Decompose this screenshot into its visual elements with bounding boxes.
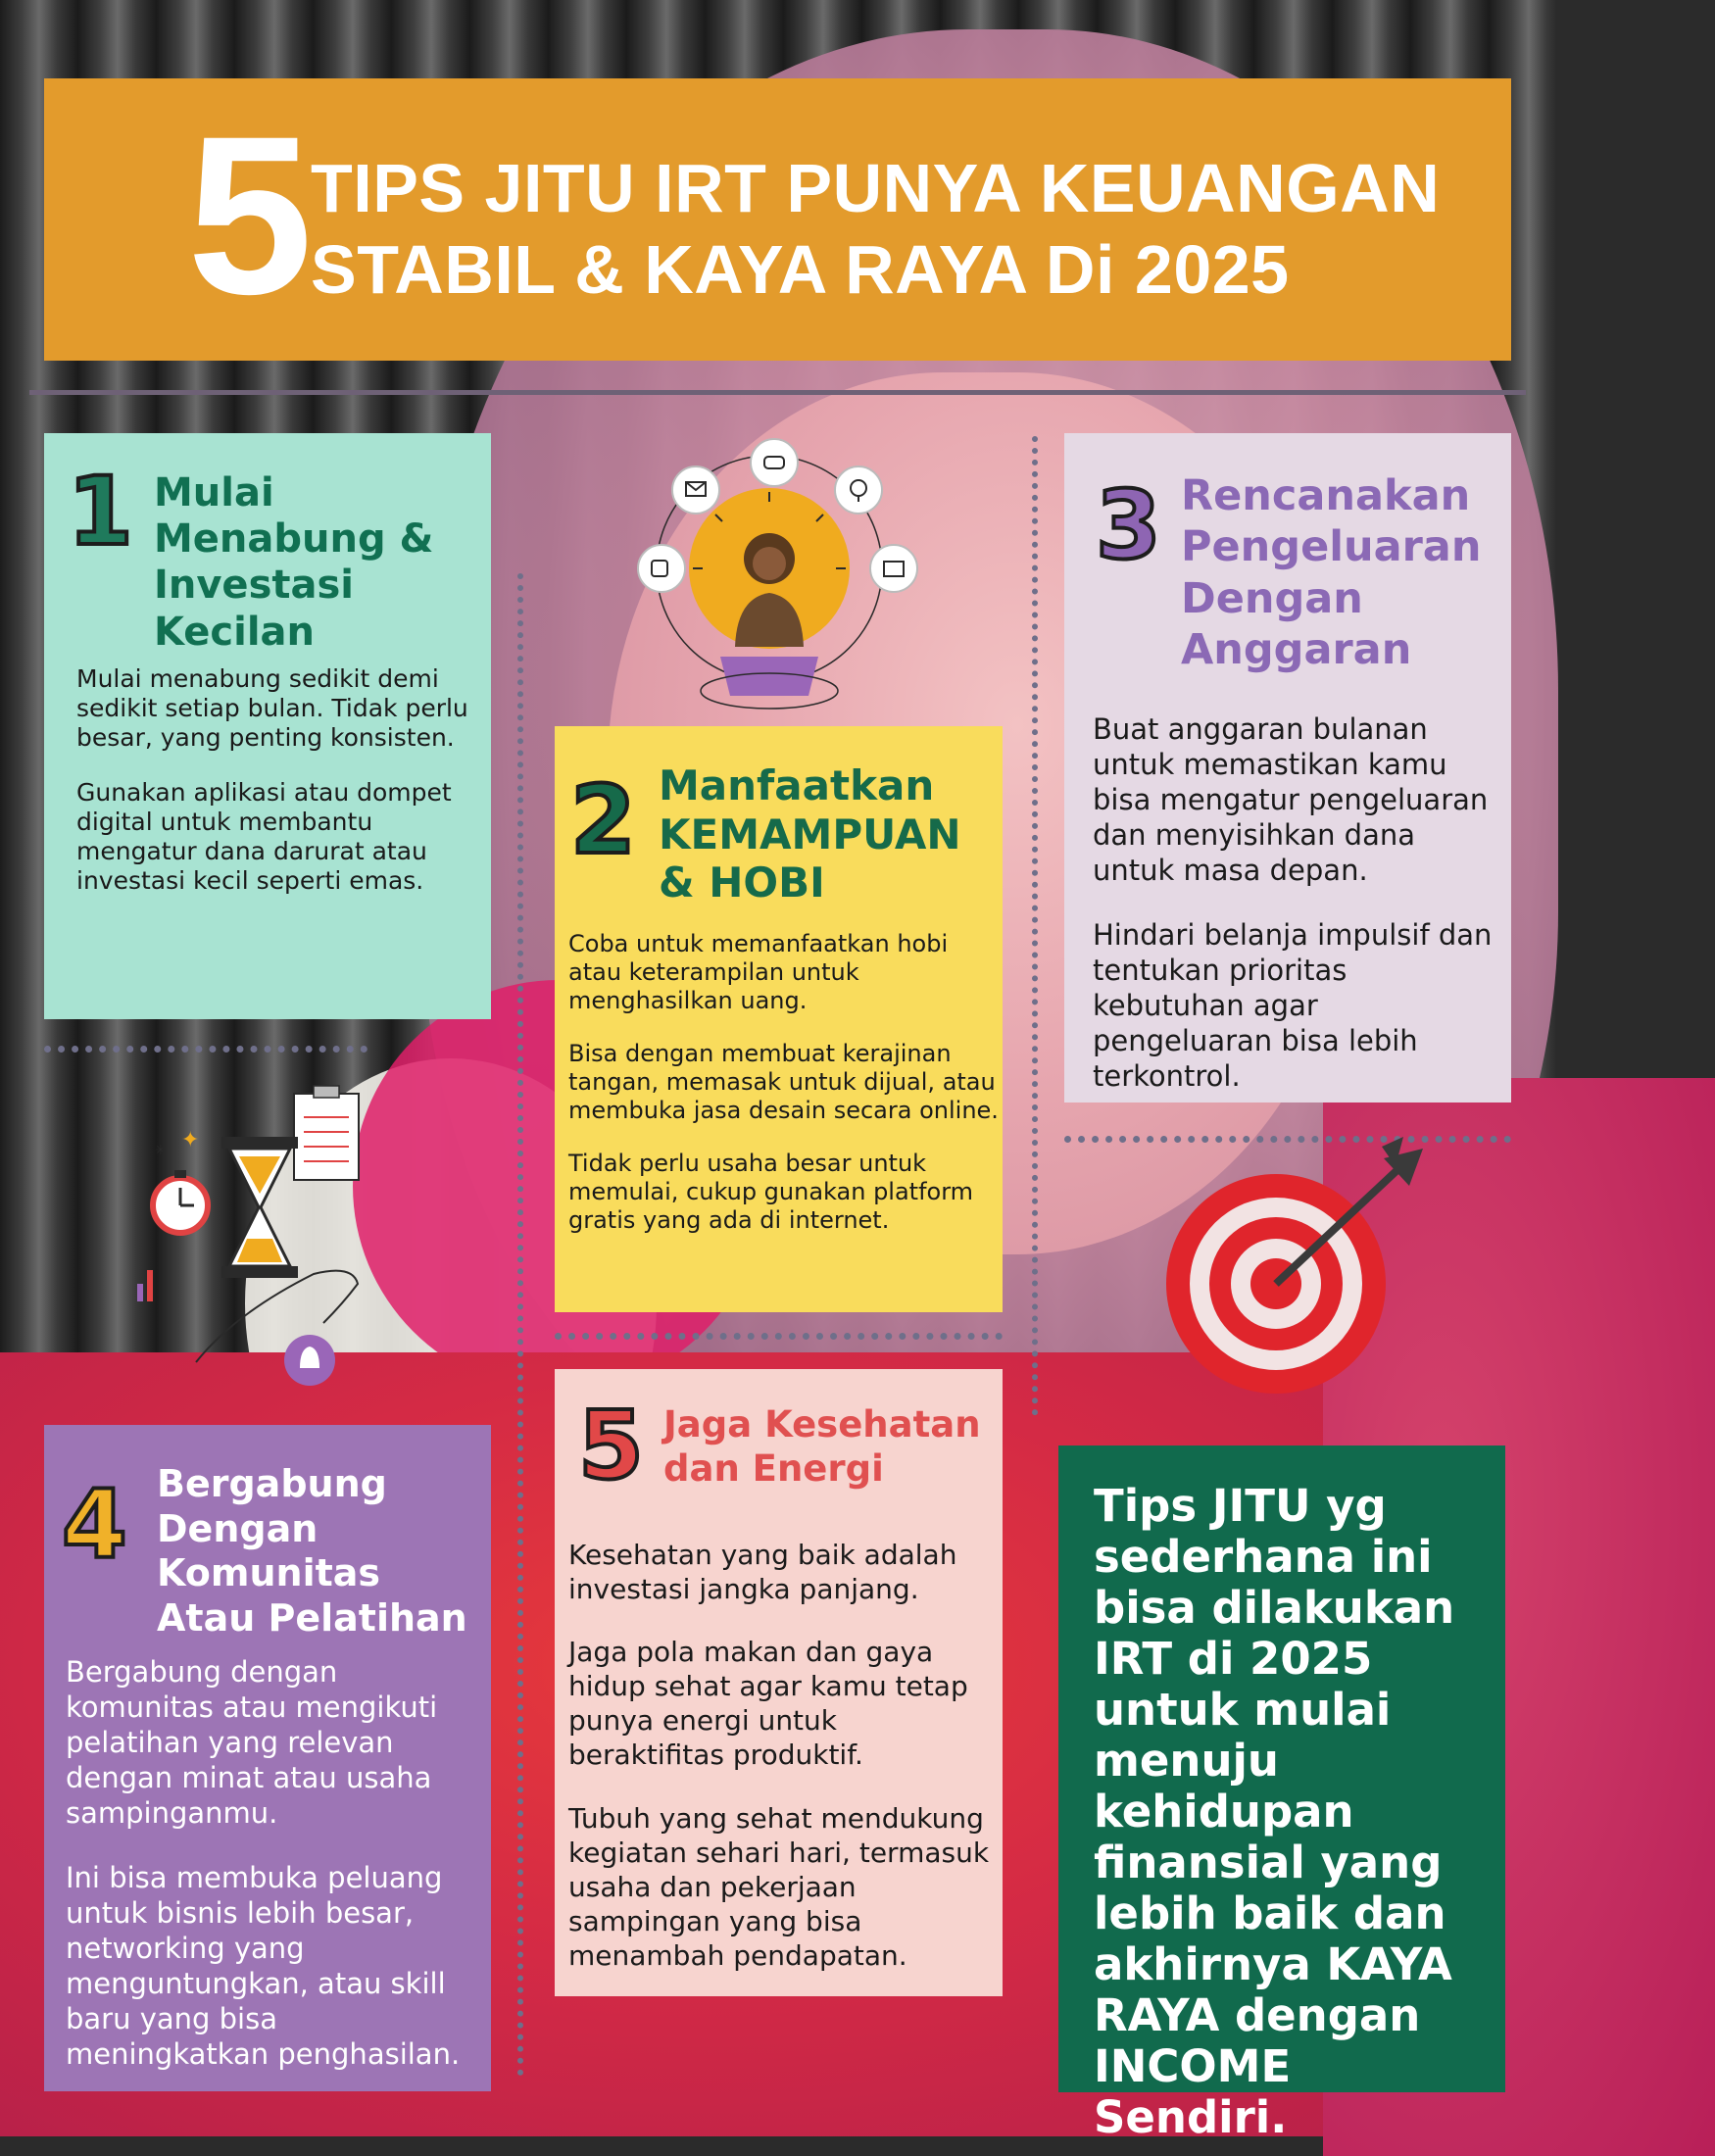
tip-paragraph: Jaga pola makan dan gaya hidup sehat agar kamu tetap punya energi untuk beraktifitas produktif. [568, 1636, 968, 1772]
svg-text:✳: ✳ [155, 1143, 167, 1158]
tip-body-4 [66, 1654, 487, 2072]
tip-paragraph: Tidak perlu usaha besar untuk memulai, cukup gunakan platform gratis yang ada di internet. [568, 1150, 974, 1235]
tip-paragraph: Buat anggaran bulanan untuk memastikan kamu bisa mengatur pengeluaran dan menyisihkan dana untuk masa depan. [1093, 712, 1489, 887]
tip-title-4: Bergabung Dengan Komunitas Atau Pelatihan [157, 1462, 467, 1640]
tip-number-4: 4 [62, 1470, 127, 1580]
tip-body-3 [1093, 711, 1504, 1094]
tip-body-2 [568, 930, 1000, 1235]
dotted-divider-1 [44, 1046, 368, 1053]
dotted-divider-3 [555, 1333, 1003, 1340]
closing-card [1058, 1446, 1505, 2143]
dotted-divider-right [1032, 436, 1038, 1416]
tip-body-1 [76, 664, 478, 896]
tip-number-5: 5 [578, 1391, 644, 1500]
closing-text: Tips JITU yg sederhana ini bisa dilakukan IRT di 2025 untuk mulai menuju kehidupan finansial yang lebih baik dan akhirnya KAYA RAYA dengan INCOME Sendiri. [1094, 1480, 1455, 2143]
tip-number-1: 1 [68, 457, 133, 566]
tip-paragraph: Gunakan aplikasi atau dompet digital untuk membantu mengatur dana darurat atau investasi kecil seperti emas. [76, 778, 452, 896]
tip-paragraph: Tubuh yang sehat mendukung kegiatan sehari hari, termasuk usaha dan pekerjaan sampingan yang bisa menambah pendapatan. [568, 1801, 990, 1972]
target-arrow-icon [1156, 1137, 1441, 1401]
tip-number-3: 3 [1096, 470, 1161, 580]
tip-title-3: Rencanakan Pengeluaran Dengan Anggaran [1181, 471, 1482, 675]
tip-title-1: Mulai Menabung & Investasi Kecilan [154, 470, 434, 655]
tip-title-2: Manfaatkan KEMAMPUAN & HOBI [659, 761, 961, 907]
tip-paragraph: Coba untuk memanfaatkan hobi atau keterampilan untuk menghasilkan uang. [568, 930, 949, 1014]
header-number: 5 [187, 89, 313, 341]
svg-text:✦: ✦ [181, 1128, 200, 1152]
tip-title-5: Jaga Kesehatan dan Energi [663, 1403, 981, 1491]
tip-card-3 [1064, 433, 1511, 1102]
tip-number-2: 2 [570, 765, 636, 875]
tip-card-2 [555, 726, 1003, 1312]
header-banner [44, 78, 1511, 361]
tip-paragraph: Ini bisa membuka peluang untuk bisnis lebih besar, networking yang menguntungkan, atau skill baru yang bisa meningkatkan penghasilan. [66, 1861, 461, 2072]
tip-card-4 [44, 1425, 491, 2091]
tip-paragraph: Hindari belanja impulsif dan tentukan prioritas kebutuhan agar pengeluaran bisa lebih terkontrol. [1093, 918, 1493, 1094]
dotted-divider-left [517, 573, 523, 2077]
tip-paragraph: Mulai menabung sedikit demi sedikit setiap bulan. Tidak perlu besar, yang penting konsisten. [76, 664, 468, 752]
header-title-line1: TIPS JITU IRT PUNYA KEUANGAN [311, 150, 1441, 226]
header-title-line2: STABIL & KAYA RAYA Di 2025 [311, 231, 1290, 308]
tip-card-5 [555, 1369, 1003, 1996]
tip-paragraph: Bergabung dengan komunitas atau mengikuti pelatihan yang relevan dengan minat atau usaha sampinganmu. [66, 1655, 438, 1830]
header-divider [29, 390, 1526, 395]
tip-paragraph: Kesehatan yang baik adalah investasi jangka panjang. [568, 1539, 957, 1605]
woman-laptop-ideas-icon [627, 431, 911, 725]
tip-body-5 [568, 1538, 1000, 1973]
tip-paragraph: Bisa dengan membuat kerajinan tangan, memasak untuk dijual, atau membuka jasa desain secara online. [568, 1040, 999, 1125]
tip-card-1 [44, 433, 491, 1019]
time-management-hourglass-icon [137, 1078, 392, 1392]
